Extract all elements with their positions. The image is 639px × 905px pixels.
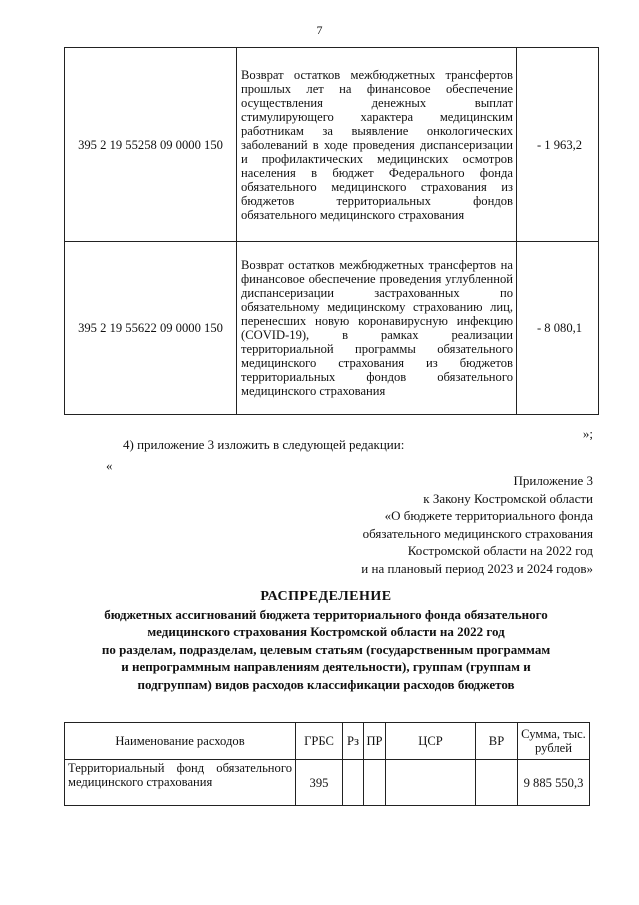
sum-cell: 9 885 550,3 — [518, 760, 590, 806]
header-pr: ПР — [364, 723, 386, 760]
appendix-line: и на плановый период 2023 и 2024 годов» — [361, 560, 593, 576]
name-cell: Территориальный фонд обязательного медицинского страхования — [65, 760, 296, 806]
description-cell: Возврат остатков межбюджетных трансфертов прошлых лет на финансовое обеспечение осуществления денежных выплат стимулирующего характера медицинским работникам за выявление онкологических заболеваний в ходе проведения диспансеризации и профилактических медицинских осмотров населения в бюджет Федерального фонда обязательного медицинского страхования из бюджетов территориальных фондов обязательного медицинского страхования — [237, 48, 517, 242]
header-vr: ВР — [476, 723, 518, 760]
budget-code-cell: 395 2 19 55622 09 0000 150 — [65, 242, 237, 415]
heading-line: подгруппам) видов расходов классификации расходов бюджетов — [137, 676, 515, 692]
revenue-return-table — [64, 47, 599, 415]
csr-cell — [386, 760, 476, 806]
description-cell: Возврат остатков межбюджетных трансфертов на финансовое обеспечение проведения углубленной диспансеризации застрахованных по обязательному медицинскому страхованию лиц, перенесших новую коронавирусную инфекцию (COVID-19), в рамках реализации территориальной программы обязательного медицинского страхования из бюджетов территориальных фондов обязательного медицинского страхования — [237, 242, 517, 415]
page-number: 7 — [316, 23, 323, 37]
heading-line: по разделам, подразделам, целевым статьям (государственным программам — [101, 641, 551, 657]
document-heading — [40, 588, 612, 693]
pr-cell — [364, 760, 386, 806]
appendix-line: Приложение 3 — [513, 473, 593, 488]
closing-quote: »; — [582, 426, 593, 441]
header-csr: ЦСР — [386, 723, 476, 760]
header-rz: Рз — [343, 723, 364, 760]
table-row — [65, 242, 599, 415]
heading-line: и непрограммным направлениям деятельности), группам (группам и — [121, 659, 531, 674]
appendix-reference — [361, 472, 593, 577]
amendment-item-text: 4) приложение 3 изложить в следующей редакции: — [123, 437, 405, 452]
sum-cell: - 1 963,2 — [517, 48, 599, 242]
appendix-line: «О бюджете территориального фонда — [384, 508, 593, 523]
vr-cell — [476, 760, 518, 806]
allocation-table — [64, 722, 590, 806]
heading-line: медицинского страхования Костромской области на 2022 год — [147, 624, 505, 639]
header-sum: Сумма, тыс. рублей — [518, 723, 590, 760]
header-name: Наименование расходов — [65, 723, 296, 760]
sum-cell: - 8 080,1 — [517, 242, 599, 415]
table-row — [65, 48, 599, 242]
header-grbs: ГРБС — [296, 723, 343, 760]
heading-title: РАСПРЕДЕЛЕНИЕ — [260, 589, 392, 604]
heading-line: бюджетных ассигнований бюджета территориального фонда обязательного — [104, 606, 548, 622]
grbs-cell: 395 — [296, 760, 343, 806]
budget-code-cell: 395 2 19 55258 09 0000 150 — [65, 48, 237, 242]
appendix-line: к Закону Костромской области — [423, 490, 593, 506]
opening-quote: « — [106, 458, 113, 473]
appendix-line: обязательного медицинского страхования — [362, 525, 593, 541]
appendix-line: Костромской области на 2022 год — [407, 543, 593, 558]
rz-cell — [343, 760, 364, 806]
table-row — [65, 760, 590, 806]
table-header-row — [65, 723, 590, 760]
